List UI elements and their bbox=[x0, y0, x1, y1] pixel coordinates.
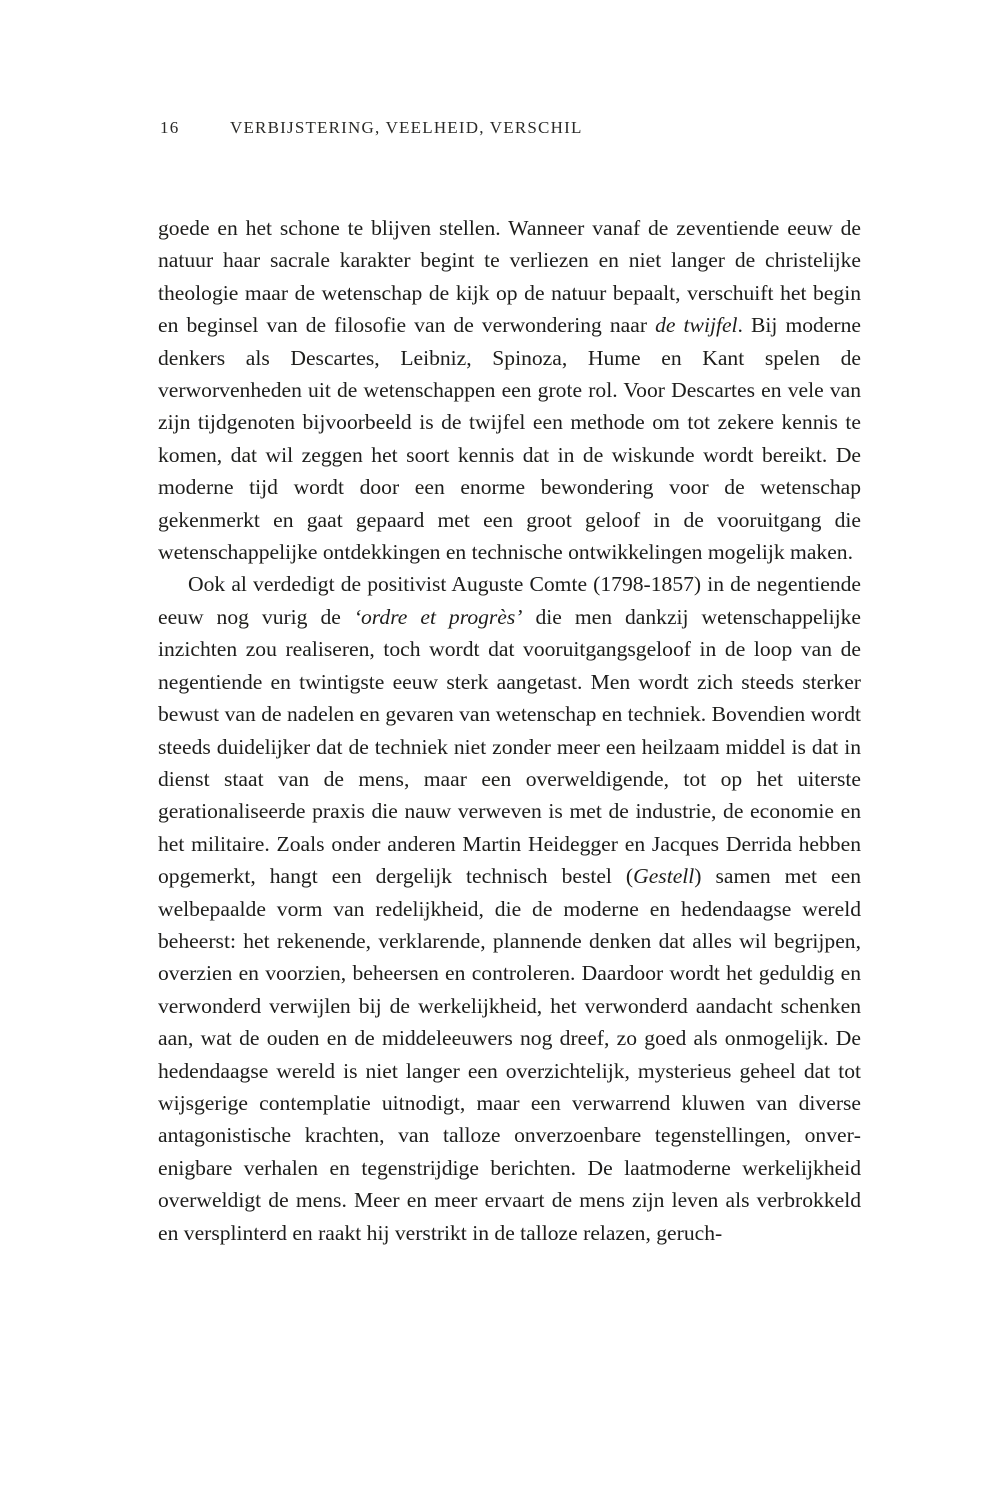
paragraph-1 bbox=[158, 212, 861, 568]
paragraph-1-text-b: . Bij moderne denkers als Descartes, Leibniz, Spinoza, Hume en Kant spelen de verworvenheden uit de wetenschappen een grote rol. Voor Descartes en vele van zijn tijdgenoten bijvoorbeeld is de twijfel een methode om tot zekere kennis te komen, dat wil zeggen het soort kennis dat in de wiskunde wordt bereikt. De moderne tijd wordt door een enorme bewondering voor de wetenschap gekenmerkt en gaat gepaard met een groot geloof in de vooruitgang die wetenschappelijke ontdekkingen en technische ontwikkelingen mogelijk maken. bbox=[158, 313, 862, 565]
paragraph-2-emphasis-a: ‘ordre et progrès’ bbox=[353, 604, 523, 629]
paragraph-2-emphasis-b: Gestell bbox=[633, 864, 695, 889]
paragraph-1-emphasis: de twijfel bbox=[655, 313, 738, 338]
chapter-title: VERBIJSTERING, VEELHEID, VERSCHIL bbox=[230, 118, 583, 137]
paragraph-2-text-b: die men dankzij wetenschappelijke inzichten zou realiseren, toch wordt dat vooruitgangsgeloof in de loop van de negentiende en twintigste eeuw sterk aangetast. Men wordt zich steeds sterker bewust van de nadelen en gevaren van wetenschap en techniek. Bovendien wordt steeds duidelijker dat de techniek niet zonder meer een heilzaam middel is dat in dienst staat van de mens, maar een overweldigende, tot op het uiterste gerationaliseerde praxis die nauw verweven is met de industrie, de economie en het militaire. Zoals onder anderen Martin Heidegger en Jacques Derrida hebben opgemerkt, hangt een dergelijk technisch bestel ( bbox=[158, 604, 861, 889]
page-number: 16 bbox=[160, 118, 180, 137]
paragraph-2-text-a: Ook al verdedigt de positivist Auguste Comte (1798-1857) in de negentiende eeuw nog vurig de bbox=[158, 572, 861, 629]
paragraph-2-text-c: ) samen met een welbepaalde vorm van redelijkheid, die de moderne en hedendaagse wereld beheerst: het rekenende, verklarende, plannende denken dat alles wil begrijpen, overzien en voorzien, beheersen en controleren. Daardoor wordt het geduldig en verwonderd verwijlen bij de werkelijkheid, het verwonderd aandacht schenken aan, wat de ouden en de middeleeuwers nog dreef, zo goed als onmogelijk. De hedendaagse wereld is niet langer een overzichtelijk, mysterieus geheel dat tot wijsgerige contemplatie uitnodigt, maar een verwarrend kluwen van diverse antagonistische krachten, van talloze onverzoenbare tegenstellingen, onverenigbare verhalen en tegenstrijdige berichten. De laatmoderne werkelijkheid overweldigt de mens. Meer en meer ervaart de mens zijn leven als verbrokkeld en versplinterd en raakt hij verstrikt in de talloze relazen, geruch- bbox=[158, 864, 861, 1245]
body-text bbox=[158, 212, 861, 1249]
running-head bbox=[160, 118, 583, 146]
paragraph-1-text-a: goede en het schone te blijven stellen. Wanneer vanaf de zeventiende eeuw de natuur haar sacrale karakter begint te verliezen en niet langer de christelijke theologie maar de wetenschap de kijk op de natuur bepaalt, verschuift het begin en beginsel van de filosofie van de verwondering naar bbox=[158, 216, 861, 338]
paragraph-2 bbox=[158, 568, 861, 1249]
